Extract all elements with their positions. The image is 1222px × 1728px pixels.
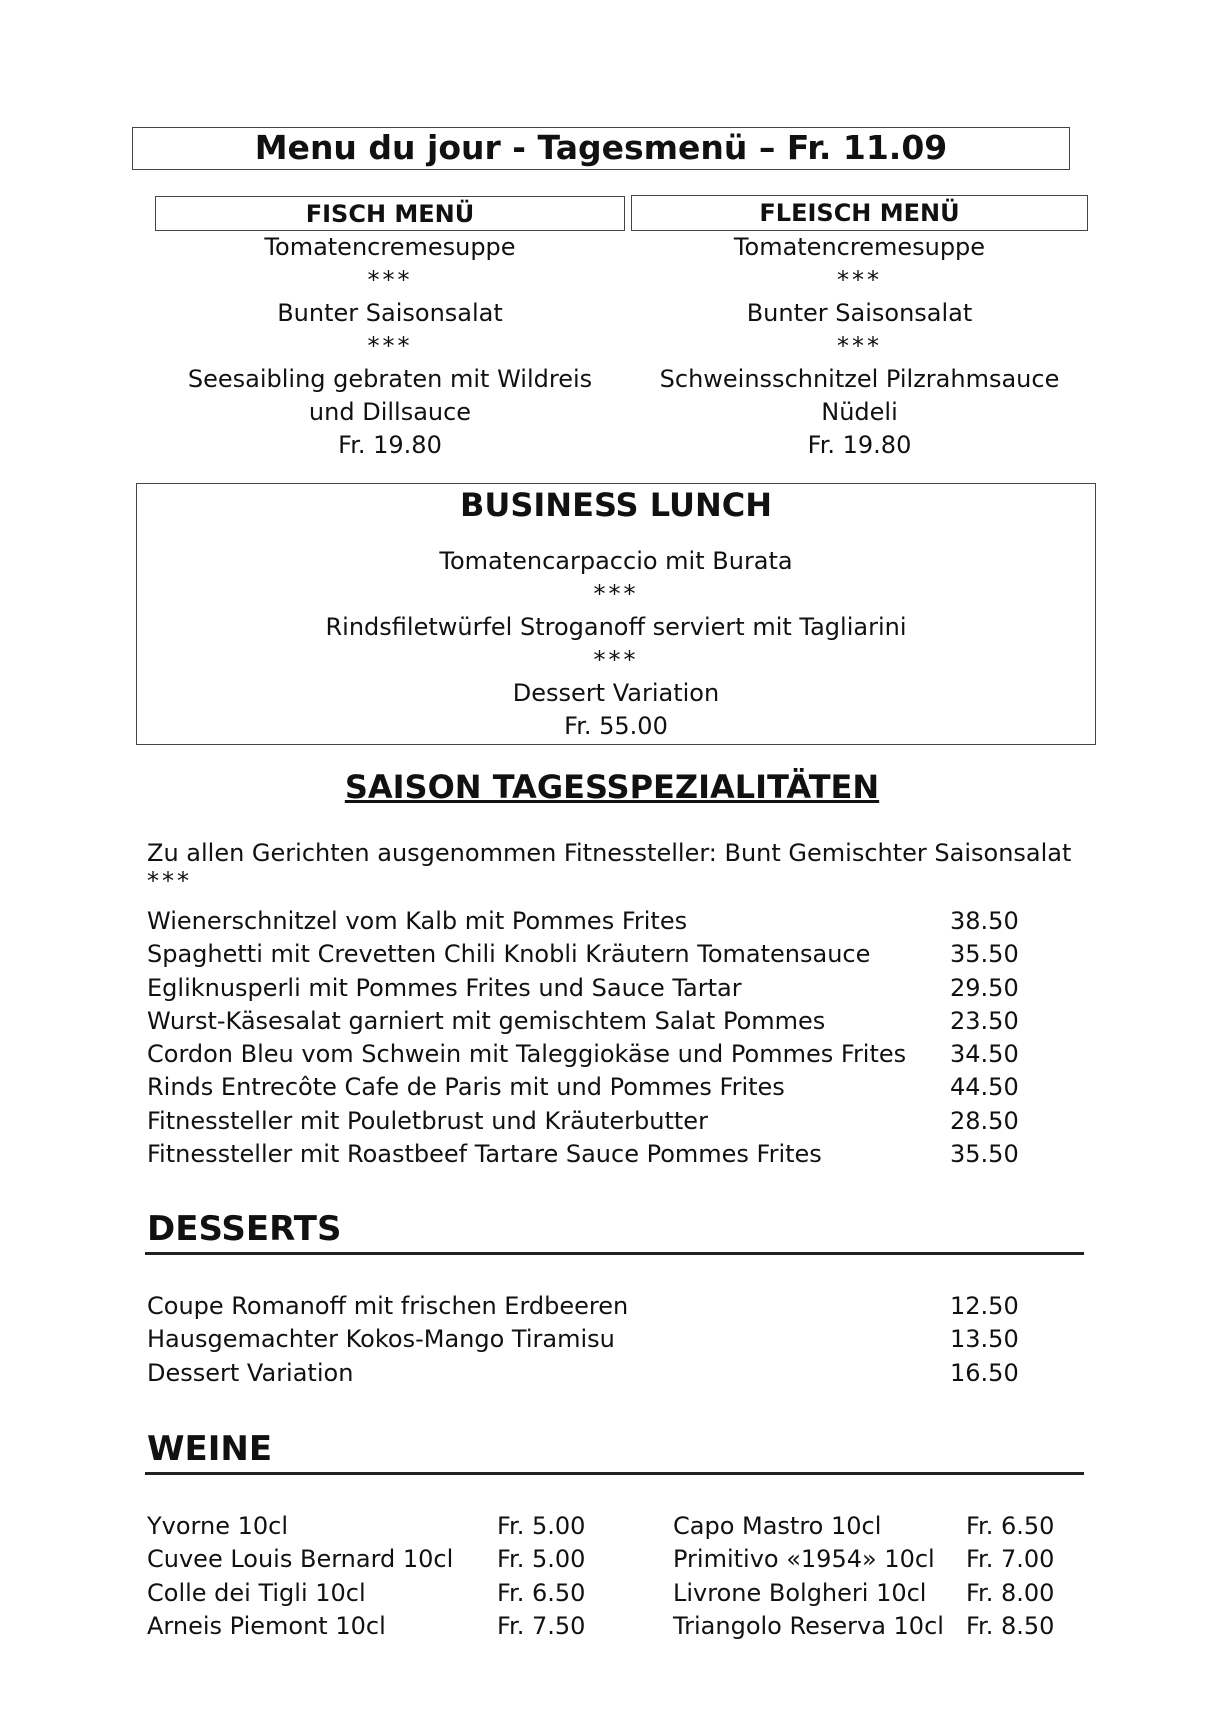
saison-heading: SAISON TAGESSPEZIALITÄTEN [344, 768, 880, 806]
saison-list [147, 905, 1027, 1171]
dish-name: Egliknusperli mit Pommes Frites und Sauce Tartar [147, 973, 742, 1002]
fleisch-separator-1: *** [837, 266, 882, 294]
dish-price: 23.50 [950, 1006, 1019, 1035]
desserts-heading: DESSERTS [147, 1209, 342, 1249]
dish-price: 38.50 [950, 907, 1019, 935]
list-item [147, 1005, 1027, 1038]
wine-price: Fr. 7.00 [966, 1545, 1055, 1574]
desserts-divider [145, 1252, 1084, 1255]
fleisch-menu [631, 231, 1088, 462]
page-title: Menu du jour - Tagesmenü – Fr. 11.09 [254, 128, 948, 167]
fleisch-main-line2: Nüdeli [821, 398, 898, 426]
fisch-separator-2: *** [367, 332, 413, 360]
dish-price: 35.50 [950, 1140, 1019, 1169]
wine-name: Triangolo Reserva 10cl [673, 1611, 944, 1640]
dish-price: 29.50 [950, 973, 1019, 1002]
business-price: Fr. 55.00 [564, 712, 668, 740]
list-item [673, 1577, 1073, 1610]
wine-list-left [147, 1510, 597, 1643]
list-item [147, 1290, 1027, 1323]
desserts-list [147, 1290, 1027, 1390]
saison-note: Zu allen Gerichten ausgenommen Fitnessteller: Bunt Gemischter Saisonsalat [147, 839, 1072, 867]
dish-name: Cordon Bleu vom Schwein mit Taleggiokäse und Pommes Frites [147, 1040, 907, 1069]
fleisch-main-line1: Schweinsschnitzel Pilzrahmsauce [659, 365, 1060, 393]
fleisch-separator-2: *** [837, 332, 882, 360]
list-item [147, 1323, 1027, 1356]
wine-list-right [673, 1510, 1073, 1643]
business-lunch-heading: BUSINESS LUNCH [459, 486, 773, 524]
fleisch-starter: Tomatencremesuppe [733, 233, 986, 261]
dish-price: 44.50 [950, 1073, 1019, 1102]
dessert-name: Coupe Romanoff mit frischen Erdbeeren [147, 1292, 629, 1320]
dish-name: Wienerschnitzel vom Kalb mit Pommes Frites [147, 907, 688, 935]
dish-price: 35.50 [950, 940, 1019, 969]
weine-heading: WEINE [147, 1429, 273, 1469]
business-main: Rindsfiletwürfel Stroganoff serviert mit Tagliarini [325, 613, 907, 641]
fisch-main-line1: Seesaibling gebraten mit Wildreis [187, 365, 593, 393]
list-item [147, 1577, 597, 1610]
weine-divider [145, 1472, 1084, 1475]
fleisch-price: Fr. 19.80 [807, 431, 912, 459]
list-item [147, 938, 1027, 971]
dessert-name: Hausgemachter Kokos-Mango Tiramisu [147, 1325, 615, 1354]
dessert-price: 12.50 [950, 1292, 1019, 1320]
dish-name: Wurst-Käsesalat garniert mit gemischtem Salat Pommes [147, 1006, 826, 1035]
wine-name: Capo Mastro 10cl [673, 1512, 882, 1540]
fleisch-salad: Bunter Saisonsalat [746, 299, 973, 327]
list-item [147, 1543, 597, 1576]
wine-price: Fr. 8.00 [966, 1578, 1055, 1607]
dish-price: 34.50 [950, 1040, 1019, 1069]
wine-price: Fr. 6.50 [497, 1578, 586, 1607]
wine-name: Colle dei Tigli 10cl [147, 1578, 366, 1607]
wine-price: Fr. 8.50 [966, 1611, 1055, 1640]
business-dessert: Dessert Variation [512, 679, 720, 707]
list-item [147, 972, 1027, 1005]
fisch-price: Fr. 19.80 [338, 431, 442, 459]
dish-name: Rinds Entrecôte Cafe de Paris mit und Pommes Frites [147, 1073, 785, 1102]
saison-separator: *** [147, 867, 192, 895]
fisch-menu [155, 231, 625, 462]
list-item [147, 1105, 1027, 1138]
fleisch-menu-heading: FLEISCH MENÜ [631, 195, 1088, 231]
dish-name: Fitnessteller mit Roastbeef Tartare Sauce Pommes Frites [147, 1140, 822, 1169]
fisch-starter: Tomatencremesuppe [264, 233, 516, 261]
list-item [673, 1610, 1073, 1643]
list-item [147, 1610, 597, 1643]
list-item [147, 1071, 1027, 1104]
wine-name: Cuvee Louis Bernard 10cl [147, 1545, 454, 1574]
list-item [147, 1038, 1027, 1071]
list-item [147, 1138, 1027, 1171]
fisch-main-line2: und Dillsauce [308, 398, 472, 426]
wine-price: Fr. 5.00 [497, 1545, 586, 1574]
business-lunch-menu [136, 545, 1096, 743]
wine-price: Fr. 7.50 [497, 1611, 586, 1640]
business-separator-1: *** [593, 580, 639, 608]
list-item [147, 905, 1027, 938]
dish-price: 28.50 [950, 1106, 1019, 1135]
fisch-salad: Bunter Saisonsalat [277, 299, 503, 327]
wine-name: Arneis Piemont 10cl [147, 1611, 386, 1640]
list-item [147, 1357, 1027, 1390]
dessert-name: Dessert Variation [147, 1358, 354, 1387]
wine-name: Livrone Bolgheri 10cl [673, 1578, 927, 1607]
list-item [147, 1510, 597, 1543]
wine-name: Yvorne 10cl [147, 1512, 288, 1540]
list-item [673, 1510, 1073, 1543]
dish-name: Fitnessteller mit Pouletbrust und Kräuterbutter [147, 1106, 708, 1135]
dish-name: Spaghetti mit Crevetten Chili Knobli Kräutern Tomatensauce [147, 940, 871, 969]
business-separator-2: *** [593, 646, 639, 674]
fisch-separator-1: *** [367, 266, 413, 294]
wine-price: Fr. 5.00 [497, 1512, 586, 1540]
dessert-price: 13.50 [950, 1325, 1019, 1354]
business-starter: Tomatencarpaccio mit Burata [439, 547, 793, 575]
list-item [673, 1543, 1073, 1576]
wine-price: Fr. 6.50 [966, 1512, 1055, 1540]
wine-name: Primitivo «1954» 10cl [673, 1545, 935, 1574]
fisch-menu-heading: FISCH MENÜ [155, 196, 625, 231]
dessert-price: 16.50 [950, 1358, 1019, 1387]
